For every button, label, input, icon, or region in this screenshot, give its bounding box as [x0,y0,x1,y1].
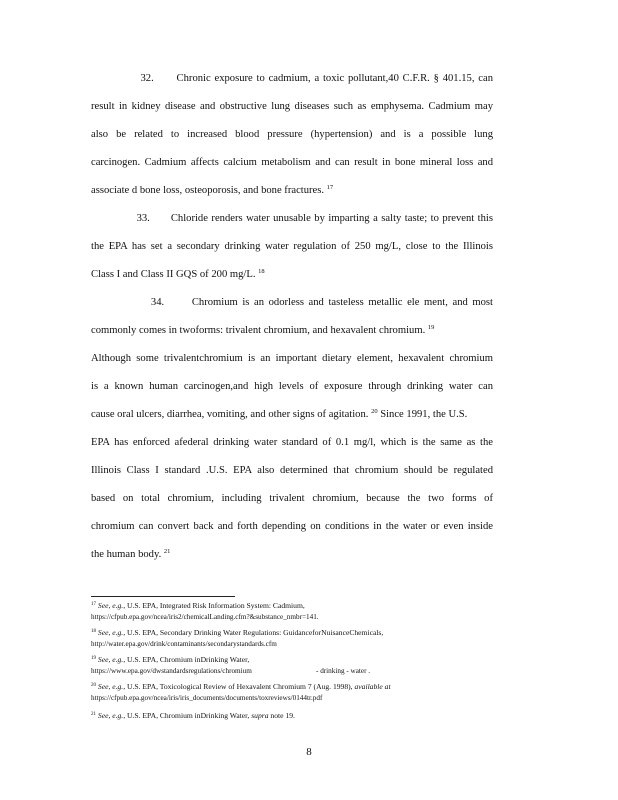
footnote-19: $^{19}$ See, e.g., U.S. EPA, Chromium inDrinking Water, [91,655,250,664]
body-line: chromium can convert back and forth depending on conditions in the water or even inside [91,521,493,532]
body-line: 33. Chloride renders water unusable by imparting a salty taste; to prevent this [91,213,493,224]
footnote-17-link[interactable]: https://cfpub.epa.gov/ncea/iris2/chemicalLanding.cfm?&substance_nmbr=141. [91,613,319,621]
body-line: associate d bone loss, osteoporosis, and bone fractures. $^{17}$ [91,184,334,196]
body-line: also be related to increased blood pressure (hypertension) and is a possible lung [91,129,493,140]
body-line: the EPA has set a secondary drinking water regulation of 250 mg/L, close to the Illinois [91,241,493,252]
body-line: EPA has enforced afederal drinking water standard of 0.1 mg/l, which is the same as the [91,437,493,448]
body-line: based on total chromium, including trivalent chromium, because the two forms of [91,493,493,504]
footnote-20: $^{20}$ See, e.g., U.S. EPA, Toxicological Review of Hexavalent Chromium 7 (Aug. 1998), available at [91,682,391,691]
body-line: 32. Chronic exposure to cadmium, a toxic pollutant,40 C.F.R. § 401.15, can [91,73,493,84]
footnote-18-link[interactable]: http://water.epa.gov/drink/contaminants/secondarystandards.cfm [91,640,277,648]
body-line: result in kidney disease and obstructive lung diseases such as emphysema. Cadmium may [91,101,493,112]
footnote-ref: 21 [163,548,171,555]
footnote-ref: 18 [258,268,265,275]
footnote-19-link[interactable]: https://www.epa.gov/dwstandardsregulations/chromium [91,667,252,675]
body-line: commonly comes in twoforms: trivalent chromium, and hexavalent chromium. $^{19}$ [91,324,435,336]
body-line: is a known human carcinogen,and high levels of exposure through drinking water can [91,381,493,392]
footnote-ref: 19 [427,324,435,331]
footnote-17: $^{17}$ See, e.g., U.S. EPA, Integrated Risk Information System: Cadmium, [91,601,305,610]
body-line: Class I and Class II GQS of 200 mg/L. $^{18}$ [91,268,265,280]
body-line: the human body. $^{21}$ [91,548,171,560]
page-number: 8 [306,746,312,758]
footnote-18: $^{18}$ See, e.g., U.S. EPA, Secondary Drinking Water Regulations: GuidanceforNuisanceChemicals, [91,628,384,637]
body-line: Although some trivalentchromium is an important dietary element, hexavalent chromium [91,353,493,364]
body-line: Illinois Class I standard .U.S. EPA also determined that chromium should be regulated [91,465,493,476]
footnote-separator [91,596,235,597]
footnote-19-link-tail: - drinking - water . [316,667,371,675]
body-line: 34. Chromium is an odorless and tasteless metallic ele ment, and most [91,297,493,308]
body-line: cause oral ulcers, diarrhea, vomiting, and other signs of agitation. $^{20}$ Since 1991, the U.S. [91,408,468,420]
body-line: carcinogen. Cadmium affects calcium metabolism and can result in bone mineral loss and [91,157,493,168]
footnote-ref: 17 [326,184,334,191]
footnote-21: $^{21}$ See, e.g., U.S. EPA, Chromium inDrinking Water, supra note 19. [91,711,295,720]
footnote-20-link[interactable]: https://cfpub.epa.gov/ncea/iris/iris_documents/documents/toxreviews/0144tr.pdf [91,694,323,702]
footnote-ref: 20 [371,408,378,415]
